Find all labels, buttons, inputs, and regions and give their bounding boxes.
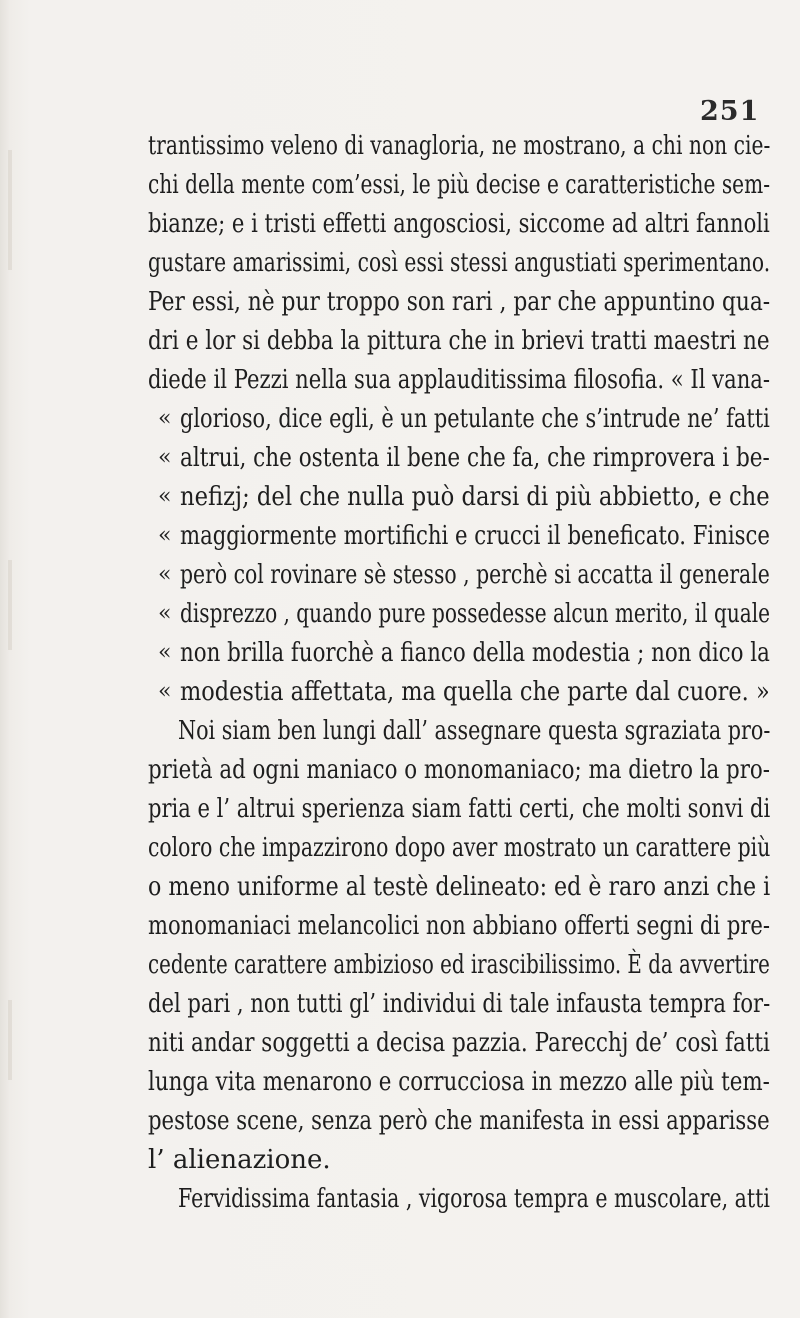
text-line-10: nefizj; del che nulla può darsi di più abbietto, e che [180,482,770,512]
text-line-14: non brilla fuorchè a fianco della modestia ; non dico la [180,638,770,668]
page-edge-shadow [8,1000,12,1080]
text-line-25: lunga vita menarono e corrucciosa in mezzo alle più tem- [148,1067,770,1097]
text-line-12: però col rovinare sè stesso , perchè si accatta il generale [180,560,770,590]
text-line-2: chi della mente com’essi, le più decise e caratteristiche sem- [148,170,770,200]
quote-mark: « [158,445,172,470]
quote-mark: « [158,523,172,548]
text-line-20: o meno uniforme al testè delineato: ed è raro anzi che i [148,872,771,902]
text-line-13: disprezzo , quando pure possedesse alcun merito, il quale [180,599,771,629]
text-line-28: Fervidissima fantasia , vigorosa tempra e muscolare, atti [178,1184,770,1214]
text-line-4: gustare amarissimi, così essi stessi angustiati sperimentano. [148,248,771,278]
text-line-11: maggiormente mortifichi e crucci il beneficato. Finisce [180,521,770,551]
quote-mark: « [158,406,172,431]
text-line-19: coloro che impazzirono dopo aver mostrato un carattere più [148,833,771,863]
text-line-17: prietà ad ogni maniaco o monomaniaco; ma dietro la pro- [148,755,770,785]
text-line-18: pria e l’ altrui sperienza siam fatti certi, che molti sonvi di [148,794,771,824]
text-line-26: pestose scene, senza però che manifesta in essi apparisse [148,1106,770,1136]
text-line-6: dri e lor si debba la pittura che in brievi tratti maestri ne [148,326,770,356]
text-line-3: bianze; e i tristi effetti angosciosi, siccome ad altri fannoli [148,209,770,239]
text-line-24: niti andar soggetti a decisa pazzia. Parecchj de’ così fatti [148,1028,770,1058]
text-line-9: altrui, che ostenta il bene che fa, che rimprovera i be- [180,443,770,473]
text-line-22: cedente carattere ambizioso ed irascibilissimo. È da avvertire [148,950,770,980]
quote-mark: « [158,601,172,626]
quote-mark: « [158,484,172,509]
page-edge-shadow [8,150,12,270]
page-number: 251 [700,96,760,127]
text-line-27: l’ alienazione. [148,1145,331,1175]
text-line-5: Per essi, nè pur troppo son rari , par che appuntino qua- [148,287,771,317]
text-line-1: trantissimo veleno di vanagloria, ne mostrano, a chi non cie- [148,131,771,161]
text-line-15: modestia affettata, ma quella che parte dal cuore. » [180,677,770,707]
page-edge-shadow [8,560,12,650]
quote-mark: « [158,679,172,704]
text-line-23: del pari , non tutti gl’ individui di tale infausta tempra for- [148,989,771,1019]
quote-mark: « [158,562,172,587]
text-line-7: diede il Pezzi nella sua applauditissima filosofia. « Il vana- [148,365,771,395]
text-line-21: monomaniaci melancolici non abbiano offerti segni di pre- [148,911,770,941]
quote-mark: « [158,640,172,665]
text-line-16: Noi siam ben lungi dall’ assegnare questa sgraziata pro- [178,716,771,746]
text-line-8: glorioso, dice egli, è un petulante che s’intrude ne’ fatti [180,404,770,434]
